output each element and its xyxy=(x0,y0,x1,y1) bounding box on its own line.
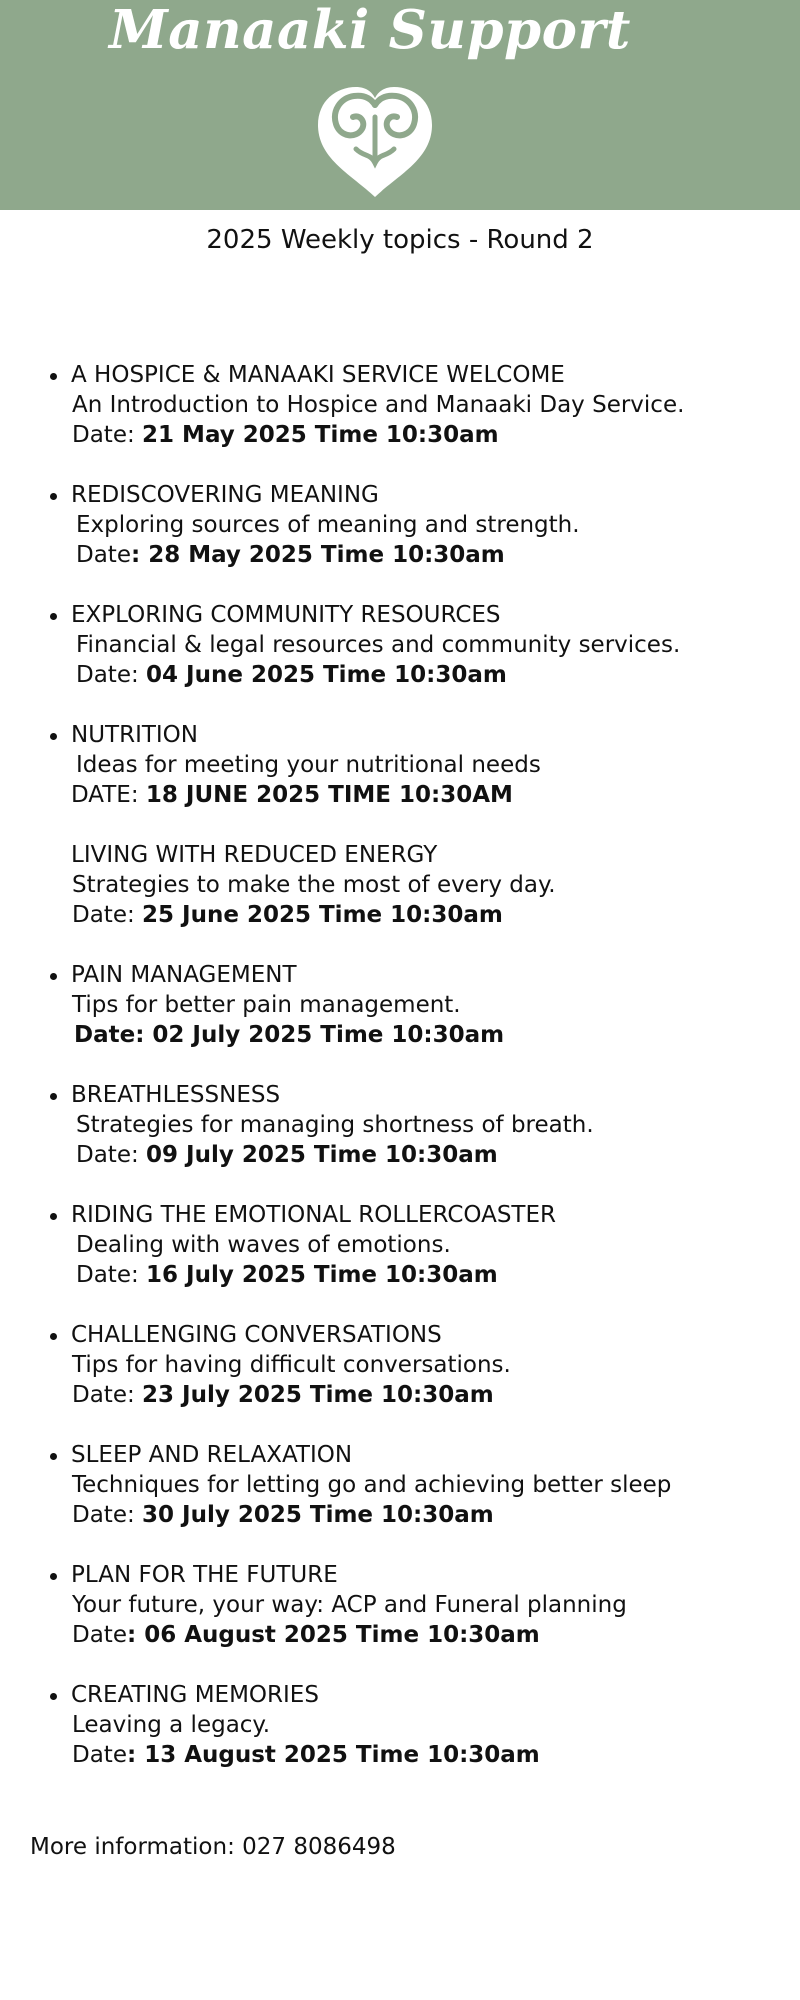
topic-description: Tips for better pain management. xyxy=(72,992,461,1018)
topic-title: A HOSPICE & MANAAKI SERVICE WELCOME xyxy=(68,360,768,390)
topic-date xyxy=(68,1500,768,1530)
date-value: : 28 May 2025 Time 10:30am xyxy=(130,542,505,568)
date-value: 04 June 2025 Time 10:30am xyxy=(146,662,507,688)
date-value: 18 JUNE 2025 TIME 10:30AM xyxy=(145,782,513,808)
topic-title: EXPLORING COMMUNITY RESOURCES xyxy=(68,600,768,630)
date-label: Date xyxy=(72,1622,127,1648)
topic-item xyxy=(68,600,768,690)
date-value: Date: 02 July 2025 Time 10:30am xyxy=(74,1022,505,1048)
date-label: Date: xyxy=(72,422,143,448)
topic-item xyxy=(68,720,768,810)
topic-item xyxy=(68,1080,768,1170)
topic-date xyxy=(68,540,768,570)
topic-date xyxy=(68,1020,768,1050)
page-subtitle: 2025 Weekly topics - Round 2 xyxy=(206,225,594,255)
topic-description: Financial & legal resources and community services. xyxy=(76,632,681,658)
date-value: 21 May 2025 Time 10:30am xyxy=(142,422,499,448)
date-label: Date: xyxy=(72,1502,143,1528)
date-label: Date xyxy=(76,542,131,568)
date-label: Date: xyxy=(76,1262,147,1288)
topic-title: RIDING THE EMOTIONAL ROLLERCOASTER xyxy=(68,1200,768,1230)
topic-description: Strategies for managing shortness of breath. xyxy=(76,1112,594,1138)
topic-description: Exploring sources of meaning and strength. xyxy=(76,512,580,538)
date-label: Date xyxy=(72,1742,127,1768)
more-information: More information: 027 8086498 xyxy=(30,1834,396,1860)
topic-title: PLAN FOR THE FUTURE xyxy=(68,1560,768,1590)
date-label: Date: xyxy=(76,1142,147,1168)
topic-item xyxy=(68,960,768,1050)
topic-description: Leaving a legacy. xyxy=(72,1712,271,1738)
date-label: Date: xyxy=(72,902,143,928)
topic-date xyxy=(68,1380,768,1410)
topic-date xyxy=(68,1740,768,1770)
topic-item xyxy=(68,1680,768,1770)
date-value: 09 July 2025 Time 10:30am xyxy=(146,1142,498,1168)
date-label: Date: xyxy=(72,1382,143,1408)
topic-title: PAIN MANAGEMENT xyxy=(68,960,768,990)
date-label: Date: xyxy=(76,662,147,688)
date-value: 23 July 2025 Time 10:30am xyxy=(142,1382,494,1408)
koru-heart-icon xyxy=(312,83,438,199)
header-banner xyxy=(0,0,800,210)
date-label: DATE: xyxy=(71,782,146,808)
topic-description: Ideas for meeting your nutritional needs xyxy=(76,752,541,778)
topic-description: Your future, your way: ACP and Funeral planning xyxy=(72,1592,627,1618)
date-value: : 06 August 2025 Time 10:30am xyxy=(126,1622,540,1648)
topic-title: LIVING WITH REDUCED ENERGY xyxy=(71,842,438,868)
topic-date xyxy=(68,780,768,810)
topic-title: SLEEP AND RELAXATION xyxy=(68,1440,768,1470)
topic-title: CHALLENGING CONVERSATIONS xyxy=(68,1320,768,1350)
topic-title: NUTRITION xyxy=(68,720,768,750)
topic-title: BREATHLESSNESS xyxy=(68,1080,768,1110)
date-value: 16 July 2025 Time 10:30am xyxy=(146,1262,498,1288)
topic-item xyxy=(68,360,768,450)
topic-date xyxy=(68,1140,768,1170)
topic-date xyxy=(68,900,768,930)
topic-title: REDISCOVERING MEANING xyxy=(68,480,768,510)
topic-description: Tips for having difficult conversations. xyxy=(72,1352,511,1378)
topic-date xyxy=(68,1260,768,1290)
topic-date xyxy=(68,420,768,450)
topic-item xyxy=(68,480,768,570)
topic-description: Strategies to make the most of every day. xyxy=(72,872,556,898)
topic-item xyxy=(68,840,768,930)
topic-description: Techniques for letting go and achieving better sleep xyxy=(72,1472,672,1498)
topic-date xyxy=(68,660,768,690)
brand-title: Manaaki Support xyxy=(109,0,631,61)
date-value: 30 July 2025 Time 10:30am xyxy=(142,1502,494,1528)
topic-item xyxy=(68,1440,768,1530)
topic-date xyxy=(68,1620,768,1650)
date-value: 25 June 2025 Time 10:30am xyxy=(142,902,503,928)
topic-item xyxy=(68,1560,768,1650)
topic-item xyxy=(68,1320,768,1410)
topic-description: Dealing with waves of emotions. xyxy=(76,1232,451,1258)
topic-item xyxy=(68,1200,768,1290)
topic-description: An Introduction to Hospice and Manaaki Day Service. xyxy=(72,392,685,418)
topic-title: CREATING MEMORIES xyxy=(68,1680,768,1710)
date-value: : 13 August 2025 Time 10:30am xyxy=(126,1742,540,1768)
